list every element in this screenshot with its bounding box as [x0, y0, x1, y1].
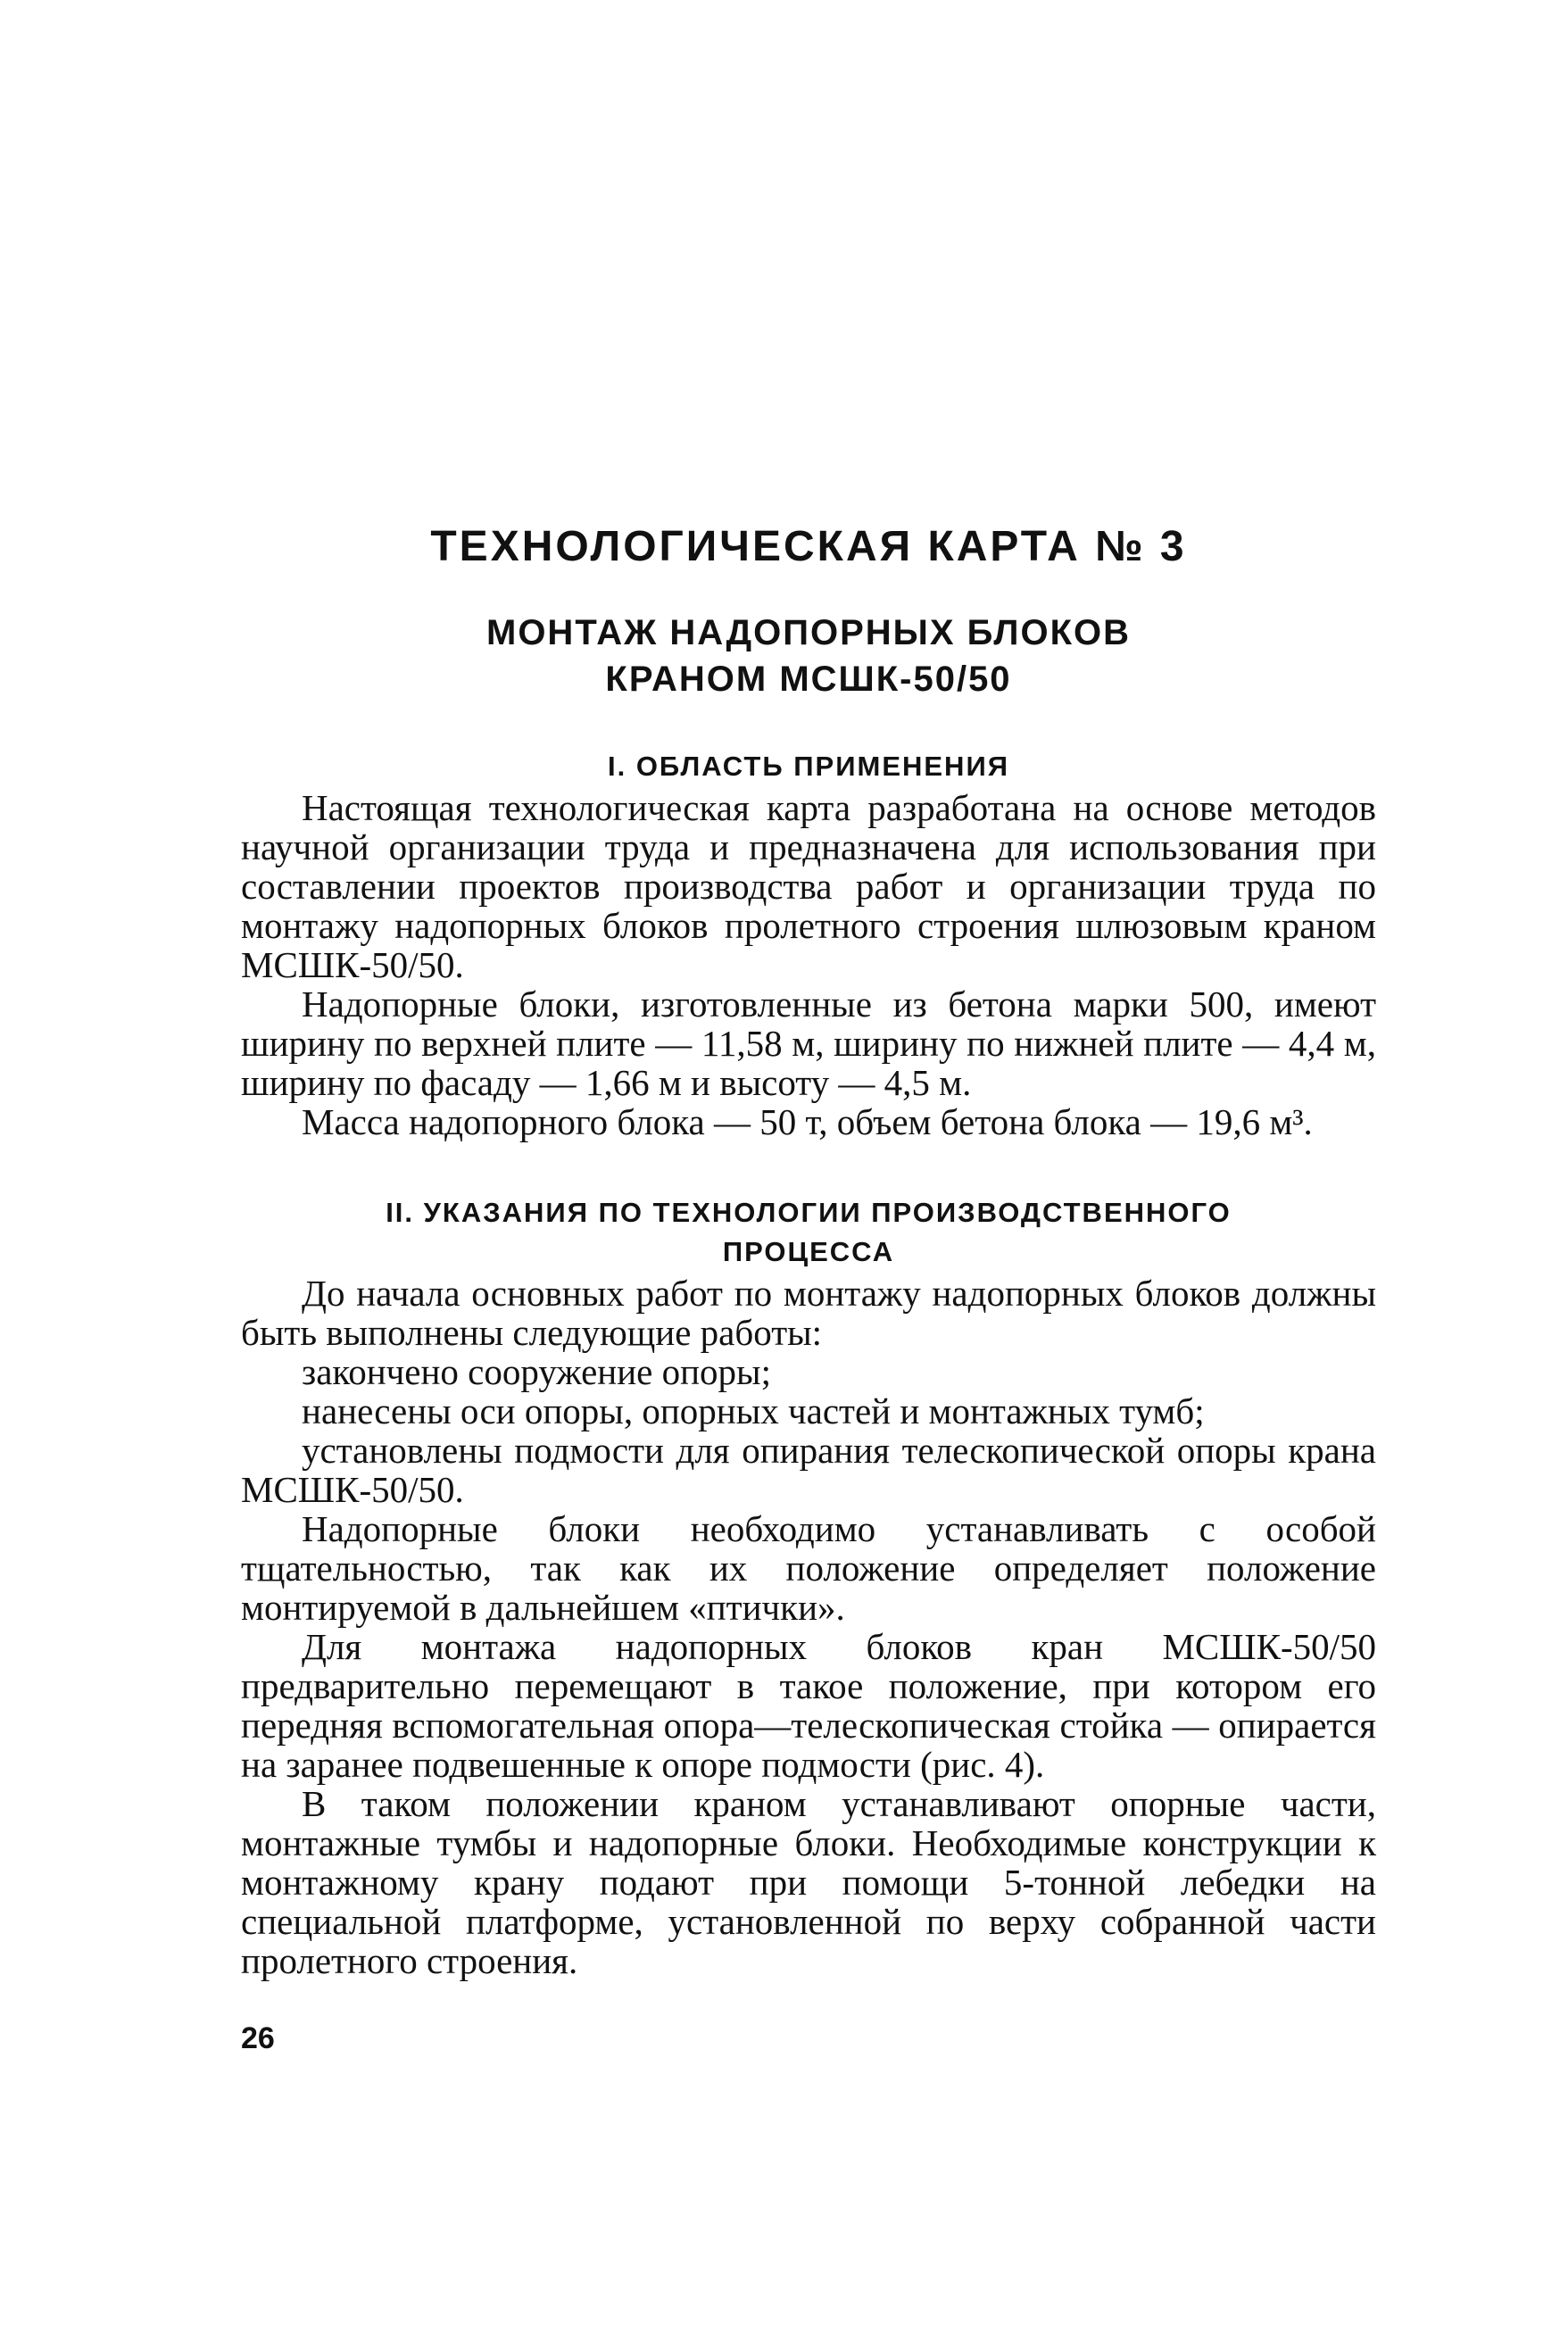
paragraph: До начала основных работ по монтажу надопорных блоков должны быть выполнены следующие работы:	[241, 1273, 1376, 1353]
document-page	[241, 522, 1376, 2056]
section-title-line-2: ПРОЦЕССА	[722, 1236, 895, 1267]
page-number: 26	[241, 2021, 275, 2055]
paragraph: Для монтажа надопорных блоков кран МСШК-50/50 предварительно перемещают в такое положение, при котором его передняя вспомогательная опора—телескопическая стойка — опирается на заранее подвешенные к опоре подмости (рис. 4).	[241, 1626, 1376, 1785]
section-title-scope: I. ОБЛАСТЬ ПРИМЕНЕНИЯ	[607, 751, 1010, 782]
paragraph: Надопорные блоки, изготовленные из бетона марки 500, имеют ширину по верхней плите — 11,58 м, ширину по нижней плите — 4,4 м, ширину по фасаду — 1,66 м и высоту — 4,5 м.	[241, 983, 1376, 1103]
paragraph: Масса надопорного блока — 50 т, объем бетона блока — 19,6 м³.	[302, 1101, 1313, 1142]
paragraph: Настоящая технологическая карта разработана на основе методов научной организации труда и предназначена для использования при составлении проектов производства работ и организации труда по монтажу надопорных блоков пролетного строения шлюзовым краном МСШК-50/50.	[241, 787, 1376, 985]
paragraph: Надопорные блоки необходимо устанавливать с особой тщательностью, так как их положение определяет положение монтируемой в дальнейшем «птички».	[241, 1508, 1376, 1628]
subtitle-line-2: КРАНОМ МСШК-50/50	[605, 660, 1012, 699]
section-title-technology	[241, 1193, 1376, 1272]
section-technology	[241, 1193, 1376, 1980]
section-title-line-1: II. УКАЗАНИЯ ПО ТЕХНОЛОГИИ ПРОИЗВОДСТВЕННОГО	[386, 1197, 1232, 1228]
list-item: установлены подмости для опирания телескопической опоры крана МСШК-50/50.	[241, 1430, 1376, 1510]
subtitle-line-1: МОНТАЖ НАДОПОРНЫХ БЛОКОВ	[486, 613, 1131, 652]
page-title: ТЕХНОЛОГИЧЕСКАЯ КАРТА № 3	[430, 523, 1187, 570]
paragraph: В таком положении краном устанавливают опорные части, монтажные тумбы и надопорные блоки. Необходимые конструкции к монтажному крану подают при помощи 5-тонной лебедки на специальной платформе, установленной по верху собранной части пролетного строения.	[241, 1783, 1376, 1981]
list-item: закончено сооружение опоры;	[302, 1351, 771, 1392]
list-item: нанесены оси опоры, опорных частей и монтажных тумб;	[302, 1390, 1205, 1431]
section-scope	[241, 747, 1376, 1141]
page-subtitle	[241, 610, 1376, 702]
